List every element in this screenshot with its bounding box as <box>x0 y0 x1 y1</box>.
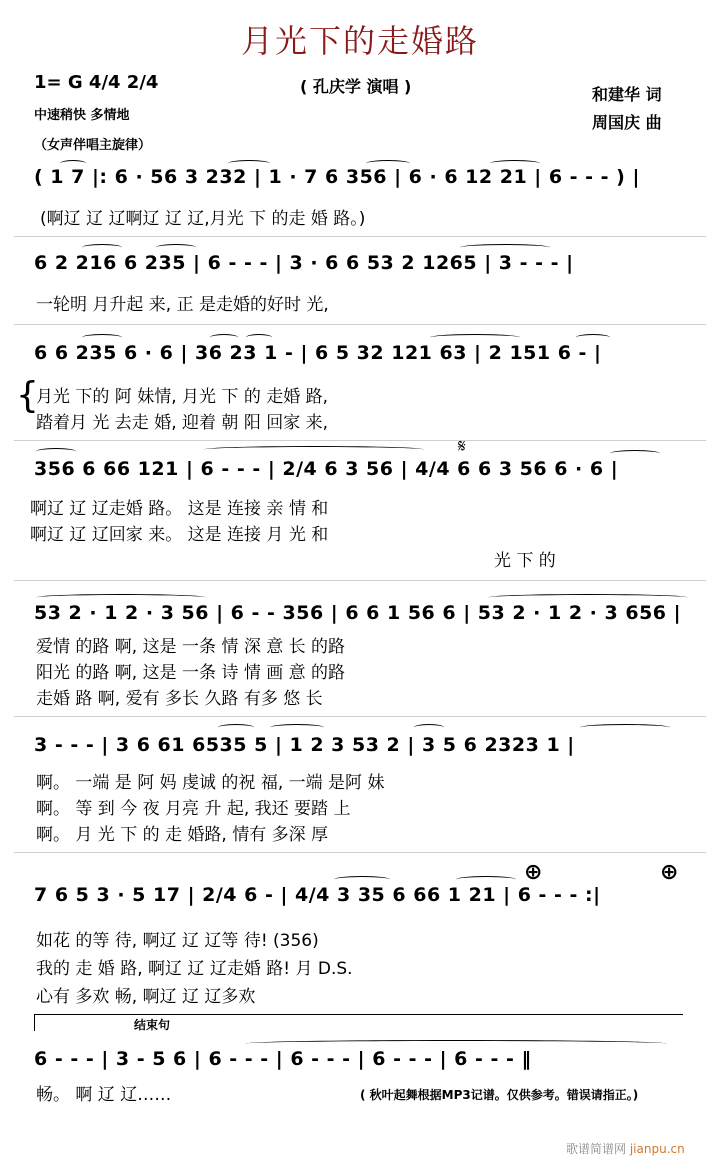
ending-label: 结束句 <box>130 1016 174 1033</box>
score-line-7: 7 6 5 3 · 5 17 | 2/4 6 - | 4/4 3 35 6 66 1 21 | 6 - - - :| <box>34 884 601 906</box>
coda-icon: ⊕ <box>660 860 679 885</box>
lyric-line-8: 畅。 啊 辽 辽…… <box>36 1085 172 1105</box>
composer-credit: 周国庆 曲 <box>592 113 662 132</box>
lyric-line-2: 一轮明 月升起 来, 正 是走婚的好时 光, <box>36 295 329 315</box>
lyric-line-4b: 啊辽 辽 辽回家 来。 这是 连接 月 光 和 <box>30 525 329 545</box>
key-signature: 1= G 4/4 2/4 <box>34 72 159 93</box>
watermark-site: 歌谱简谱网 <box>566 1142 627 1156</box>
separator <box>14 440 706 441</box>
verse-brace: { <box>16 375 39 416</box>
score-line-8: 6 - - - | 3 - 5 6 | 6 - - - | 6 - - - | 6 - - - | 6 - - - ‖ <box>34 1048 532 1070</box>
lyric-line-6a: 啊。 一端 是 阿 妈 虔诚 的祝 福, 一端 是阿 妹 <box>36 773 385 793</box>
singer-credit: ( 孔庆学 演唱 ) <box>300 77 412 96</box>
score-line-5: 53 2 · 1 2 · 3 56 | 6 - - 356 | 6 6 1 56 6 | 53 2 · 1 2 · 3 656 | <box>34 602 682 624</box>
lyric-line-3a: 月光 下的 阿 妹情, 月光 下 的 走婚 路, <box>36 387 329 407</box>
separator <box>14 580 706 581</box>
lyric-line-7b: 我的 走 婚 路, 啊辽 辽 辽走婚 路! 月 D.S. <box>36 959 353 979</box>
score-line-4: 356 6 66 121 | 6 - - - | 2/4 6 3 56 | 4/4 6 6 3 56 6 · 6 | <box>34 458 619 480</box>
lyric-line-6b: 啊。 等 到 今 夜 月亮 升 起, 我还 要踏 上 <box>36 799 351 819</box>
transcription-note: ( 秋叶起舞根据MP3记谱。仅供参考。错误请指正。) <box>360 1088 639 1102</box>
lyric-line-5b: 阳光 的路 啊, 这是 一条 诗 情 画 意 的路 <box>36 663 346 683</box>
segno-icon: 𝄋 <box>458 436 466 457</box>
separator <box>14 324 706 325</box>
lyricist-credit: 和建华 词 <box>592 85 662 104</box>
tempo-marking: 中速稍快 多情地 <box>34 108 130 123</box>
lyric-line-7c: 心有 多欢 畅, 啊辽 辽 辽多欢 <box>36 987 256 1007</box>
lyric-line-4a: 啊辽 辽 辽走婚 路。 这是 连接 亲 情 和 <box>30 499 329 519</box>
watermark-domain: jianpu.cn <box>629 1142 685 1156</box>
lyric-line-7a: 如花 的等 待, 啊辽 辽 辽等 待! (356) <box>36 931 319 951</box>
score-line-1: ( 1 7 |: 6 · 56 3 232 | 1 · 7 6 356 | 6 · 6 12 21 | 6 - - - ) | <box>34 166 640 188</box>
watermark <box>566 1140 685 1157</box>
coda-icon: ⊕ <box>524 860 543 885</box>
lyric-line-5c: 走婚 路 啊, 爱有 多长 久路 有多 悠 长 <box>36 689 323 709</box>
separator <box>14 236 706 237</box>
song-title: 月光下的走婚路 <box>240 22 479 60</box>
accompaniment-note: （女声伴唱主旋律） <box>34 138 152 153</box>
lyric-line-3b: 踏着月 光 去走 婚, 迎着 朝 阳 回家 来, <box>36 413 329 433</box>
score-line-2: 6 2 216 6 235 | 6 - - - | 3 · 6 6 53 2 1265 | 3 - - - | <box>34 252 574 274</box>
separator <box>14 852 706 853</box>
lyric-line-1: (啊辽 辽 辽啊辽 辽 辽,月光 下 的走 婚 路。) <box>40 209 366 229</box>
lyric-line-6c: 啊。 月 光 下 的 走 婚路, 情有 多深 厚 <box>36 825 329 845</box>
score-line-6: 3 - - - | 3 6 61 6535 5 | 1 2 3 53 2 | 3 5 6 2323 1 | <box>34 734 575 756</box>
separator <box>14 716 706 717</box>
score-line-3: 6 6 235 6 · 6 | 36 23 1 - | 6 5 32 121 63 | 2 151 6 - | <box>34 342 602 364</box>
lyric-line-4c: 光 下 的 <box>494 551 556 571</box>
lyric-line-5a: 爱情 的路 啊, 这是 一条 情 深 意 长 的路 <box>36 637 346 657</box>
